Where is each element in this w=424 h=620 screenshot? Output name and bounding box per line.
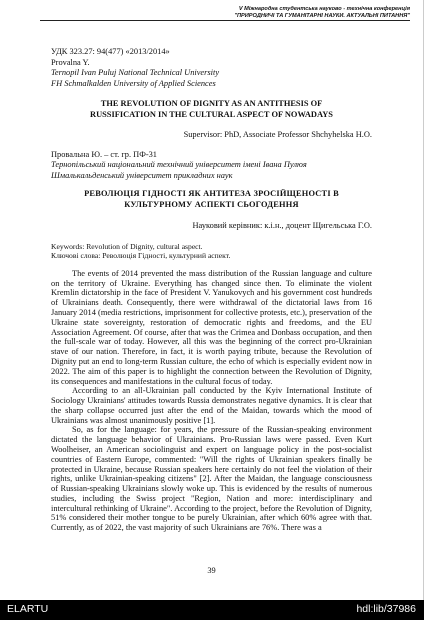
title-en-line-2: RUSSIFICATION IN THE CULTURAL ASPECT OF NOWADAYS bbox=[90, 109, 333, 119]
repository-footer bbox=[0, 600, 424, 620]
supervisor-en: Supervisor: PhD, Associate Professor Shchyhelska H.O. bbox=[183, 130, 372, 139]
affiliation-en-2: FH Schmalkalden University of Applied Sciences bbox=[51, 78, 216, 88]
title-en-line-1: THE REVOLUTION OF DIGNITY AS AN ANTITHESIS OF bbox=[100, 99, 323, 108]
article-body bbox=[51, 269, 372, 533]
udc-code: УДК 323.27: 94(477) «2013/2014» bbox=[51, 47, 170, 56]
title-ua-line-1: РЕВОЛЮЦІЯ ГІДНОСТІ ЯК АНТИТЕЗА ЗРОСІЙЩЕНОСТІ В bbox=[84, 189, 339, 198]
keywords-en: Keywords: Revolution of Dignity, cultural aspect. bbox=[51, 241, 203, 251]
affiliation-en-1: Ternopil Ivan Puluj National Technical University bbox=[51, 68, 220, 77]
affiliation-ua-1: Тернопільський національний технічний університет імені Івана Пулюя bbox=[51, 160, 307, 169]
paragraph: According to an all-Ukrainian pall conducted by the Kyiv International Institute of Sociology Ukrainians' attitudes towards Russia demonstrates negative dynamics. It is clear that the sharp collapse occurred just after the end of the Maidan, towards which the mood of Ukrainians was almost unanimously positive [1]. bbox=[51, 386, 372, 425]
keywords-ua: Ключові слова: Революція Гідності, культурний аспект. bbox=[51, 250, 231, 260]
paragraph: So, as for the language: for years, the pressure of the Russian-speaking environment dictated the language behavior of Ukrainians. Pro-Russian laws were passed. Even Kurt Woolheiser, an American sociolinguist and expert on language policy in the post-socialist countries of Eastern Europe, commented: "Will the rights of Ukrainian speakers finally be protected in Ukraine, because Russian speakers here certainly do not feel the violation of their rights, unlike Ukrainian-speaking citizens" [2]. After the Maidan, the language consciousness of Russian-speaking Ukrainians slowly woke up. This is evidenced by the results of numerous studies, including the Swiss project "Region, Nation and more: interdisciplinary and intercultural rethinking of Ukraine". According to the project, before the Revolution of Dignity, 51% considered their mother tongue to be purely Ukrainian, after which 60% agree with that. Currently, as of 2022, the vast majority of such Ukrainians are 76%. There was a bbox=[51, 425, 372, 533]
handle-identifier: hdl:lib/37986 bbox=[356, 603, 416, 615]
supervisor-ua: Науковий керівник: к.і.н., доцент Щигельська Г.О. bbox=[192, 221, 372, 230]
running-header bbox=[40, 6, 410, 19]
author-en: Provalna Y. bbox=[51, 57, 90, 67]
conference-line-2: "ПРИРОДНИЧІ ТА ГУМАНІТАРНІ НАУКИ. АКТУАЛЬНІ ПИТАННЯ" bbox=[234, 12, 410, 19]
page-number: 39 bbox=[207, 566, 216, 575]
title-ua-line-2: КУЛЬТУРНОМУ АСПЕКТІ СЬОГОДЕННЯ bbox=[124, 199, 299, 209]
paragraph: The events of 2014 prevented the mass distribution of the Russian language and culture on the territory of Ukraine. Everything has changed since then. To eliminate the violent Kremlin dictatorship in the face of President V. Yanukovych and his government cost hundreds of Ukrainians death. Consequently, there were withdrawal of the dictatorial laws from 16 January 2014 (media restrictions, imprisonment for collective protests, etc.), preservation of the Ukraine state sovereignty, restoration of democratic rights and freedoms, and the EU Association Agreement. Of course, after that was the Crimea and Donbass occupation, and then the full-scale war of today. However, all this was the beginning of the correct pro-Ukrainian stave of our nation. Therefore, in fact, it is worth paying tribute, because the Revolution of Dignity put an end to long-term Russian culture, the echo of which is especially evident now in 2022. The aim of this paper is to highlight the connection between the Revolution of Dignity, its consequences and manifestations in the cultural focus of today. bbox=[51, 268, 372, 386]
conference-line-1: V Міжнародна студентська науково - технічна конференція bbox=[238, 6, 410, 12]
repository-name: ELARTU bbox=[7, 603, 49, 615]
header-rule bbox=[40, 20, 410, 21]
affiliation-ua-2: Шмалькальденський університет прикладних наук bbox=[51, 170, 233, 180]
article bbox=[51, 47, 372, 533]
author-ua: Провальна Ю. – ст. гр. ПФ-31 bbox=[51, 149, 157, 159]
